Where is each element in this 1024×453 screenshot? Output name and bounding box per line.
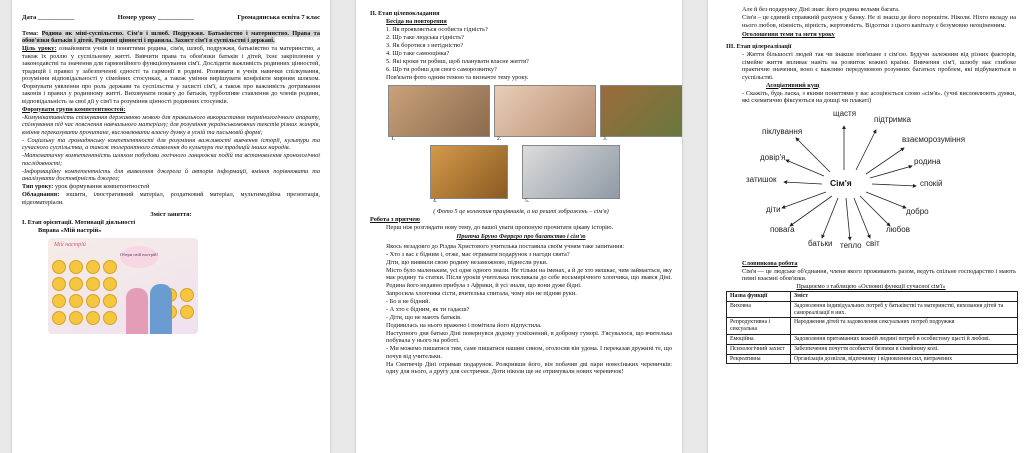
assoc-word: підтримка <box>874 114 911 124</box>
topic-label: Тема: <box>22 29 39 37</box>
parable-line: - Бо я не бідний. <box>386 297 431 305</box>
parable-line: Запросила хлопчика сісти, вчителька спитала, чому він не підняв руки. <box>386 289 577 297</box>
emoji-icon <box>69 294 83 308</box>
equipment-label: Обладнання: <box>22 191 60 198</box>
photo-row <box>388 85 672 142</box>
assoc-word: спокій <box>920 178 943 188</box>
emoji-icon <box>180 288 194 302</box>
parable-line: Наступного дня батько Діні повернувся додому усміхнений, в доброму гуморі. З'ясувалося, що вчителька побувала у нього на роботі. <box>386 329 672 344</box>
parable-section-title: Робота з притчею <box>370 215 420 223</box>
competence-item: -Комунікативність спілкування державною мовою для правильного використання термінологічного апарату, спілкування під час пояснення навчального матеріалу; для розуміння українськомовних текстів різних жанрів, вміння переказувати прочитане, висловлювати власну думку в усній та письмовій формі; <box>22 113 320 136</box>
parable-line: - Ми можемо пишатися тим, саме пишатися нашим сином, оголосив він удома. І переказав дружині те, що почув від учительки. <box>386 345 672 360</box>
assoc-word: діти <box>766 204 781 214</box>
lesson-number-label: Номер уроку ___________ <box>117 14 194 21</box>
family-photo: 1. <box>388 85 490 137</box>
assoc-word: взаєморозуміння <box>902 134 966 144</box>
goal-label: Ціль уроку: <box>22 45 57 52</box>
question: 2. Що таке людська гідність? <box>386 34 464 41</box>
conversation-title: Бесіда на повторення <box>386 18 447 25</box>
table-cell: Організація дозвілля, відпочинку і відновлення сил, витрачених <box>791 354 1018 364</box>
lesson-header <box>22 14 320 22</box>
assoc-title: Асоціативний кущ <box>766 81 820 89</box>
emoji-icon <box>103 260 117 274</box>
stage3-title: ІІІ. Етап цілереалізації <box>726 43 792 50</box>
table-cell: Забезпечення почуття особистої безпеки в сімейному колі. <box>791 344 1018 354</box>
parable-title: Притча Бруно Феррєро про багатство і сім'ю <box>456 233 586 240</box>
table-cell: Психологічний захист <box>727 344 791 354</box>
subject-label: Громадянська освіта 7 клас <box>237 14 320 21</box>
question: 6. Що ти робиш для свого саморозвитку? <box>386 66 497 73</box>
vocab-text: Сім'я — це людське об'єднання, члени якого проживають разом, ведуть спільне господарство і мають певні взаємні обов'язки. <box>742 267 1016 282</box>
family-photo: 2. <box>494 85 596 137</box>
photo-caption: ( Фото 5 це колектив працівників, а на решті зображень – сім'я) <box>433 207 609 215</box>
table-header: Зміст <box>791 292 1018 302</box>
table-cell: Рекреативна <box>727 354 791 364</box>
vocab-title: Словникова робота <box>742 259 798 267</box>
exercise-title: Вправа «Мій настрій» <box>38 226 102 234</box>
emoji-icon <box>103 294 117 308</box>
document-page-3 <box>708 0 1024 453</box>
table-header: Назва функції <box>727 292 791 302</box>
parable-line: Діти, що виявили свою родину незаможною, піднесли руки. <box>386 258 548 266</box>
emoji-icon <box>52 294 66 308</box>
parable-line: - А хто є бідним, як ти гадаєш? <box>386 305 470 313</box>
elephants-photo: 3. <box>600 85 682 137</box>
content-title: Зміст заняття: <box>150 210 192 218</box>
mood-illustration <box>48 238 198 334</box>
mood-image-title: Мій настрій <box>54 242 86 248</box>
emoji-icon <box>86 277 100 291</box>
emoji-icon <box>86 260 100 274</box>
parable-line: На Святвечір Діні отримав подарунок. Розкривши його, він побачив дві пари новесіньких черевичків: одну для нього, а другу для сестрички. Доти ніколи ще не отримували нових черевичок! <box>386 360 672 375</box>
table-intro: Працюємо з таблицею «Основні функції сучасної сім'ї» <box>796 283 946 290</box>
announce-title: Оголошення теми та мети уроку <box>742 31 835 38</box>
date-label: Дата ___________ <box>22 14 75 21</box>
assoc-word: повага <box>770 224 795 234</box>
lesson-type <box>22 183 320 191</box>
table-cell: Народження дітей та задоволення сексуальних потреб подружжя <box>791 318 1018 335</box>
photo-row-2 <box>430 145 672 204</box>
lesson-type-label: Тип уроку: <box>22 183 54 190</box>
center-word: Сім'я <box>830 177 852 188</box>
stage2-title: ІІ. Етап цілепокладання <box>370 10 440 17</box>
topic-text: Родина як міні-суспільство. Сім'я і шлюб. Подружжя. Батьківство і материнство. Права та обов'язки батьків і дітей. Родинні цінності і правила. Захист сім'ї в суспільстві і державі. <box>22 29 320 44</box>
table-header-row <box>727 292 1018 302</box>
assoc-text: - Скажіть, будь ласка, з якими поняттями у вас асоціюється слово «сім'я». (учні висловлюють думки, які схематично фіксуються на дошці чи плакаті) <box>742 89 1016 104</box>
emoji-icon <box>103 277 117 291</box>
competence-item: - Соціальну та громадянську компетентності для розуміння важливості вивчення історії, культури та сучасного суспільства, а також толерантного ставлення до культури та традицій інших народів. <box>22 136 320 151</box>
parable-moral: Сім'я – це єдиний справжній рахунок у банку. Не зі знаєш де його порошіти. Ніколи. Ніхто вкладу на нього любов, ніжність, вірність, жертовність. Відсотки з цього капіталу є безумовно неоціненним. <box>742 14 1016 29</box>
assoc-word: родина <box>914 156 941 166</box>
emoji-icon <box>180 305 194 319</box>
emoji-icon <box>69 260 83 274</box>
table-row <box>727 318 1018 335</box>
equipment <box>22 191 320 206</box>
emoji-icon <box>86 311 100 325</box>
assoc-word: піклування <box>762 126 803 136</box>
assoc-word: затишок <box>746 174 777 184</box>
question: 3. Як боротися з нетідністю? <box>386 42 464 49</box>
competence-item: -Інформаційну компетентність для виявлення джерела й авторів інформації, вміння порівнювати та аналізувати достовірність джерел; <box>22 167 320 182</box>
coworkers-photo: 5. <box>522 145 620 199</box>
document-page-2 <box>356 0 682 453</box>
table-cell: Емоційна <box>727 334 791 344</box>
lesson-type-text: урок формування компетентностей <box>54 183 150 190</box>
boy-figure <box>150 284 172 334</box>
equipment-text: зошити, ілюстративний матеріал, роздатковий матеріал, мультимедійна презентація, відеоматеріали. <box>22 191 321 206</box>
assoc-word: тепло <box>840 240 862 250</box>
competence-heading: Формувати групи компетентностей: <box>22 105 126 113</box>
parable-ending: Але й без подарунку Діні знав: його родина вельми багата. <box>742 6 900 13</box>
goal-text: ознайомити учнів із поняттями родина, сім'я, шлюб, подружжя, батьківство та материнство, а також їх роллю у суспільному житті. Вивчити права та обов'язки батьків і дітей, їхнє закріплення у законодавстві та значення для гармонійного функціонування сім'ї. Дослідити важливість родинних цінностей, традицій і правил у забезпеченні єдності та гармонії в родині. Розвивати в учнів навички спілкування, розуміння відповідальності у сімейних стосунках, а також уміння вирішувати конфлікти мирним шляхом. Формувати уявлення про роль держави та суспільства у захисті сім'ї, а також про важливість дотримання законів і правил у родинному житті. Виховувати повагу до батьків, турботливе ставлення до членів родини, відповідальність за свої дії у сім'ї та розуміння цінності родинних стосунків. <box>22 45 320 105</box>
speech-bubble: Обери свій настрій! <box>120 246 158 268</box>
parable-line: Якось незадовго до Різдва Христового учителька поставила своїм учням таке запитання: <box>386 242 625 250</box>
stage1-title: І. Етап орієнтації. Мотивації діяльності <box>22 218 136 226</box>
table-cell: Виховна <box>727 301 791 318</box>
photo-instruction: Пов'язати фото одним темою та визначте тему уроку. <box>386 74 529 81</box>
table-cell: Задоволення індивідуальних потреб у батьківстві та материнстві, виховання дітей та самореалізації в них. <box>791 301 1018 318</box>
competence-item: -Математичну компетентність шляхом побудови логічного ланцюжка подій та встановлення хронологічної послідовності; <box>22 152 320 167</box>
parable-intro: Перш ніж розглядати нову тему, до вашої уваги пропоную прочитати цікаву історію. <box>386 223 614 231</box>
document-page-1 <box>12 0 330 453</box>
emoji-icon <box>52 260 66 274</box>
parable-line: - Діти, що не мають батьків. <box>386 313 462 321</box>
assoc-word: довір'я <box>760 152 786 162</box>
topic-paragraph <box>22 30 320 45</box>
lions-photo: 4. <box>430 145 508 199</box>
assoc-word: добро <box>906 206 929 216</box>
question: 4. Що таке самооцінка? <box>386 50 450 57</box>
table-cell: Репродуктивна і сексуальна <box>727 318 791 335</box>
family-functions-table <box>726 291 1018 364</box>
girl-figure <box>126 288 148 334</box>
emoji-icon <box>52 277 66 291</box>
question: 5. Які кроки ти робиш, щоб планувати власне життя? <box>386 58 529 65</box>
assoc-word: щастя <box>833 108 857 118</box>
assoc-word: батьки <box>808 238 833 248</box>
question: 1. Як проявляється особиста гідність? <box>386 26 488 33</box>
table-row <box>727 334 1018 344</box>
parable-line: - Хто з вас є бідним і, отже, має отримати подарунок з нагоди свята? <box>386 250 570 258</box>
emoji-grid <box>52 260 117 325</box>
assoc-word: світ <box>866 238 880 248</box>
parable-line: Місто було маленьким, усі одне одного знали. Не тільки на іменах, а й де хто мешкає, чим займається, яку має родину та статки. Після уроків учителька покликала до себе восьмирічного хлопчика, що звався Діні. Родина його недавно прибула з Африки, й усі знали, що вони дуже бідні. <box>386 266 672 289</box>
parable-line: Подивилась на нього вражено і помітила його відпустила. <box>386 321 542 329</box>
emoji-icon <box>69 277 83 291</box>
association-diagram <box>726 108 1016 258</box>
emoji-icon <box>86 294 100 308</box>
emoji-icon <box>103 311 117 325</box>
table-row <box>727 301 1018 318</box>
emoji-icon <box>52 311 66 325</box>
goal-paragraph <box>22 45 320 105</box>
table-row <box>727 344 1018 354</box>
stage3-text: - Життя більшості людей так чи інакше пов'язане з сім'єю. Будучи залежним від різних факторів, сімейне життя впливає навіть на розвиток кожної країни. Вивчення сім'ї, шлюбу має глибоке практичне значення, воно є важливо передумовою розумних багатьох проблем, які відбуваються в суспільстві. <box>742 51 1016 81</box>
table-row <box>727 354 1018 364</box>
emoji-icon <box>69 311 83 325</box>
assoc-word: любов <box>886 224 910 234</box>
table-cell: Задоволення притаманних кожній людині потреб в особистому щасті й любові. <box>791 334 1018 344</box>
